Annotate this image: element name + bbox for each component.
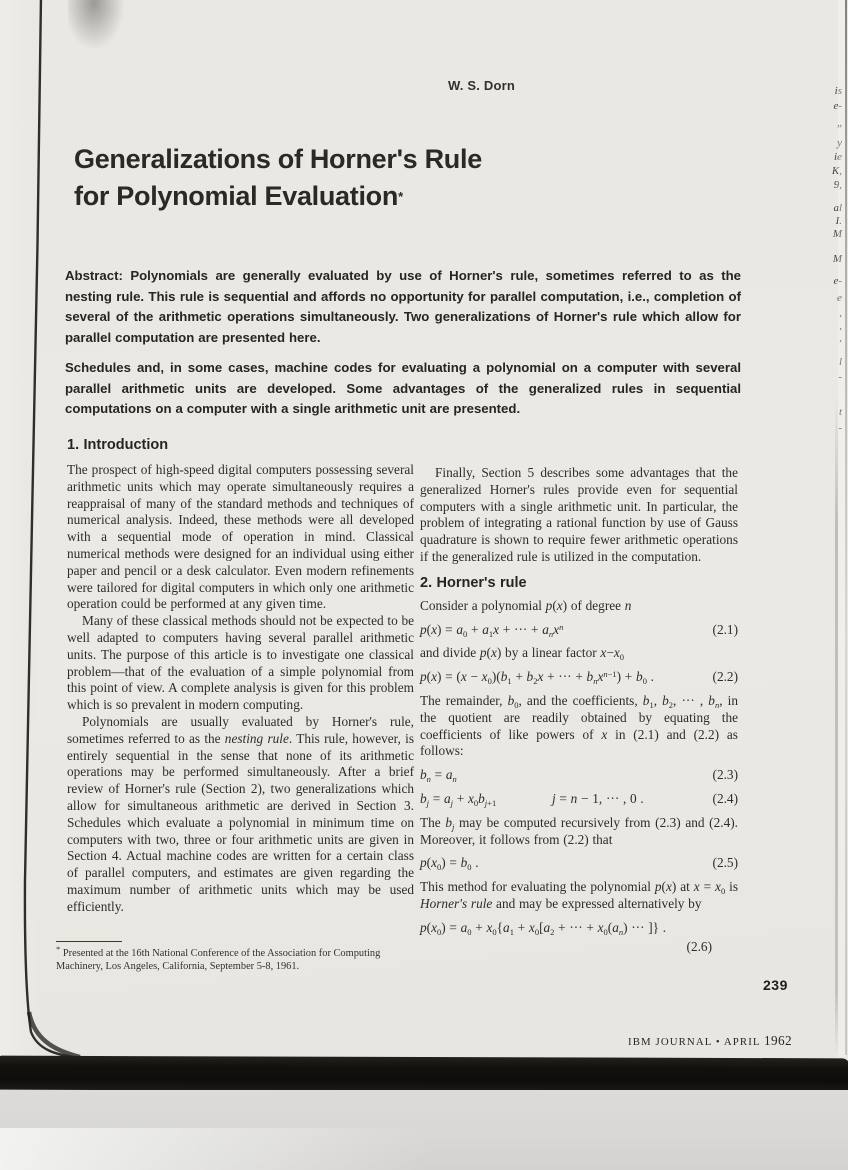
margin-fragment: , [839, 320, 842, 332]
right-column [420, 465, 738, 955]
margin-fragment: ” [835, 123, 842, 135]
abstract-paragraph-1: Abstract: Polynomials are generally evaluated by use of Horner's rule, sometimes referred to as the nesting rule. This rule is sequential and affords no opportunity for parallel computation, i.e., completion of several of the arithmetic operations simultaneously. Two generalizations of Horner's rule which allow for parallel computation are presented here. [65, 268, 741, 345]
equation-2-4-condition: j = n − 1, ··· , 0 . [552, 790, 644, 806]
margin-fragment: I. [835, 215, 842, 227]
paper-title-line1: Generalizations of Horner's Rule [74, 144, 482, 174]
equation-2-4 [420, 791, 738, 808]
journal-footer [628, 1033, 792, 1049]
intro-paragraph-3: Polynomials are usually evaluated by Horner's rule, sometimes referred to as the nesting rule. This rule, however, is entirely sequential in the sense that none of its arithmetic operations may be performed simultaneously. After a brief review of Horner's rule (Section 2), two generalizations which allow for simultaneous arithmetic are derived in Section 3. Schedules which evaluate a polynomial in minimum time on computers with two, three or four arithmetic units are given in Section 4. Actual machine codes are written for a certain class of parallel computers, and estimates are given regarding the maximum number of arithmetic units which may be used efficiently. [67, 713, 414, 914]
margin-fragment: - [838, 422, 842, 434]
margin-fragment: - [838, 371, 842, 383]
footnote-text: * Presented at the 16th National Conference of the Association for Computing Machinery, Los Angeles, California, September 5-8, 1961. [56, 944, 381, 972]
method-paragraph: This method for evaluating the polynomial p(x) at $x = x_0$ is Horner's rule and may be expressed alternatively by [420, 879, 738, 911]
section-1-heading: 1. Introduction [67, 437, 169, 453]
journal-footer-text: IBM JOURNAL • APRIL [628, 1036, 761, 1048]
scan-smudge [68, 0, 126, 52]
margin-fragment: ie [834, 151, 842, 163]
consider-line: Consider a polynomial p(x) of degree n [420, 597, 632, 613]
equation-2-3 [420, 767, 738, 784]
paper-title-line2: for Polynomial Evaluation* [74, 181, 403, 211]
scan-background-highlight [0, 1128, 430, 1170]
margin-fragment: l [838, 356, 842, 368]
equation-2-3-label: (2.3) [712, 767, 738, 783]
margin-fragment: t [838, 406, 842, 418]
equation-2-3-body: $b_n = a_n$ [420, 767, 457, 785]
margin-fragment: , [839, 307, 842, 319]
equation-2-1-label: (2.1) [712, 621, 738, 637]
page-right-edge-line [845, 0, 847, 1055]
journal-footer-year: 1962 [764, 1033, 792, 1048]
equation-2-4-label: (2.4) [712, 790, 738, 806]
footnote-rule [56, 941, 122, 942]
equation-2-6-body: $p(x_0) = a_0 + x_0\{a_1 + x_0[a_2$ + ··· + $x_0(a_n)$ ··· ]} . [420, 919, 667, 937]
equation-2-5-label: (2.5) [712, 855, 738, 871]
page-number: 239 [763, 977, 788, 993]
finally-paragraph: Finally, Section 5 describes some advantages that the generalized Horner's rules provide even for sequential computers with a single arithmetic unit. In particular, the problem of integrating a rational function by use of Gauss quadrature is shown to require fewer arithmetic operations if the generalized rule is utilized in the computation. [420, 465, 738, 564]
equation-2-5 [420, 855, 738, 872]
margin-fragment: 9, [833, 179, 842, 191]
equation-2-2 [420, 669, 738, 686]
margin-fragment: e [837, 292, 842, 304]
margin-fragment: e- [833, 275, 842, 287]
footnote [56, 941, 414, 973]
margin-fragment: e- [833, 100, 842, 112]
author-name: W. S. Dorn [448, 78, 515, 93]
page-right-edge-shadow [835, 395, 838, 1055]
equation-2-6 [420, 920, 738, 956]
margin-fragment: M [832, 253, 842, 265]
intro-paragraph-1: The prospect of high-speed digital computers possessing several arithmetic units which may operate simultaneously requires a reappraisal of many of the standard methods and techniques of numerical analysis. Indeed, these methods were all developed with a sequential mode of operation in mind. Classical numerical methods were designed for an individual using either paper and pencil or a desk calculator. Even modern refinements were tailored for digital computers in which only one arithmetic operation could be performed at any given time. [67, 462, 414, 612]
page-bottom-scan-edge [0, 1056, 848, 1093]
equation-2-6-label: (2.6) [686, 938, 712, 954]
margin-fragment: is [834, 85, 842, 97]
margin-fragment: M [832, 228, 842, 240]
margin-fragment: K, [831, 165, 842, 177]
equation-2-1-body: $p(x) = a_0 + a_1x$ + ··· + $a_nx^n$ [420, 621, 564, 639]
remainder-paragraph: The remainder, $b_0$, and the coefficients, $b_1$, $b_2$, ··· , $b_n$, in the quotient are readily obtained by equating the coefficients of like powers of x in (2.1) and (2.2) as follows: [420, 692, 738, 759]
abstract-paragraph-2: Schedules and, in some cases, machine codes for evaluating a polynomial on a computer with several parallel arithmetic units are developed. Some advantages of the generalized rules in sequential computations on a computer with a single arithmetic unit are presented. [65, 360, 741, 417]
divide-line: and divide p(x) by a linear factor $x-x_0$ [420, 645, 624, 663]
margin-fragment: al [833, 202, 842, 214]
equation-2-1 [420, 622, 738, 639]
equation-2-5-body: $p(x_0) = b_0$ . [420, 855, 479, 873]
recursive-paragraph: The $b_j$ may be computed recursively from (2.3) and (2.4). Moreover, it follows from (2.2) that [420, 814, 738, 847]
equation-2-2-label: (2.2) [712, 669, 738, 685]
paper-title [74, 141, 574, 215]
section-2-heading: 2. Horner's rule [420, 574, 527, 591]
equation-2-2-body: $p(x) = (x - x_0)(b_1 + b_2x$ + ··· + $b_nx^{n-1}) + b_0$ . [420, 669, 655, 687]
equation-2-4-body: $b_j = a_j + x_0b_{j+1}$ [420, 790, 497, 808]
margin-fragment: , [839, 332, 842, 344]
margin-fragment: y [837, 137, 842, 149]
left-column [67, 437, 414, 916]
intro-paragraph-2: Many of these classical methods should not be expected to be well adapted to computers having several parallel arithmetic units. The purpose of this article is to investigate one classical problem—that of the evaluation of a simple polynomial from this point of view. A complete analysis is given for this problem which is so prevalent in modern computing. [67, 613, 414, 713]
left-scan-strip [0, 0, 36, 1170]
